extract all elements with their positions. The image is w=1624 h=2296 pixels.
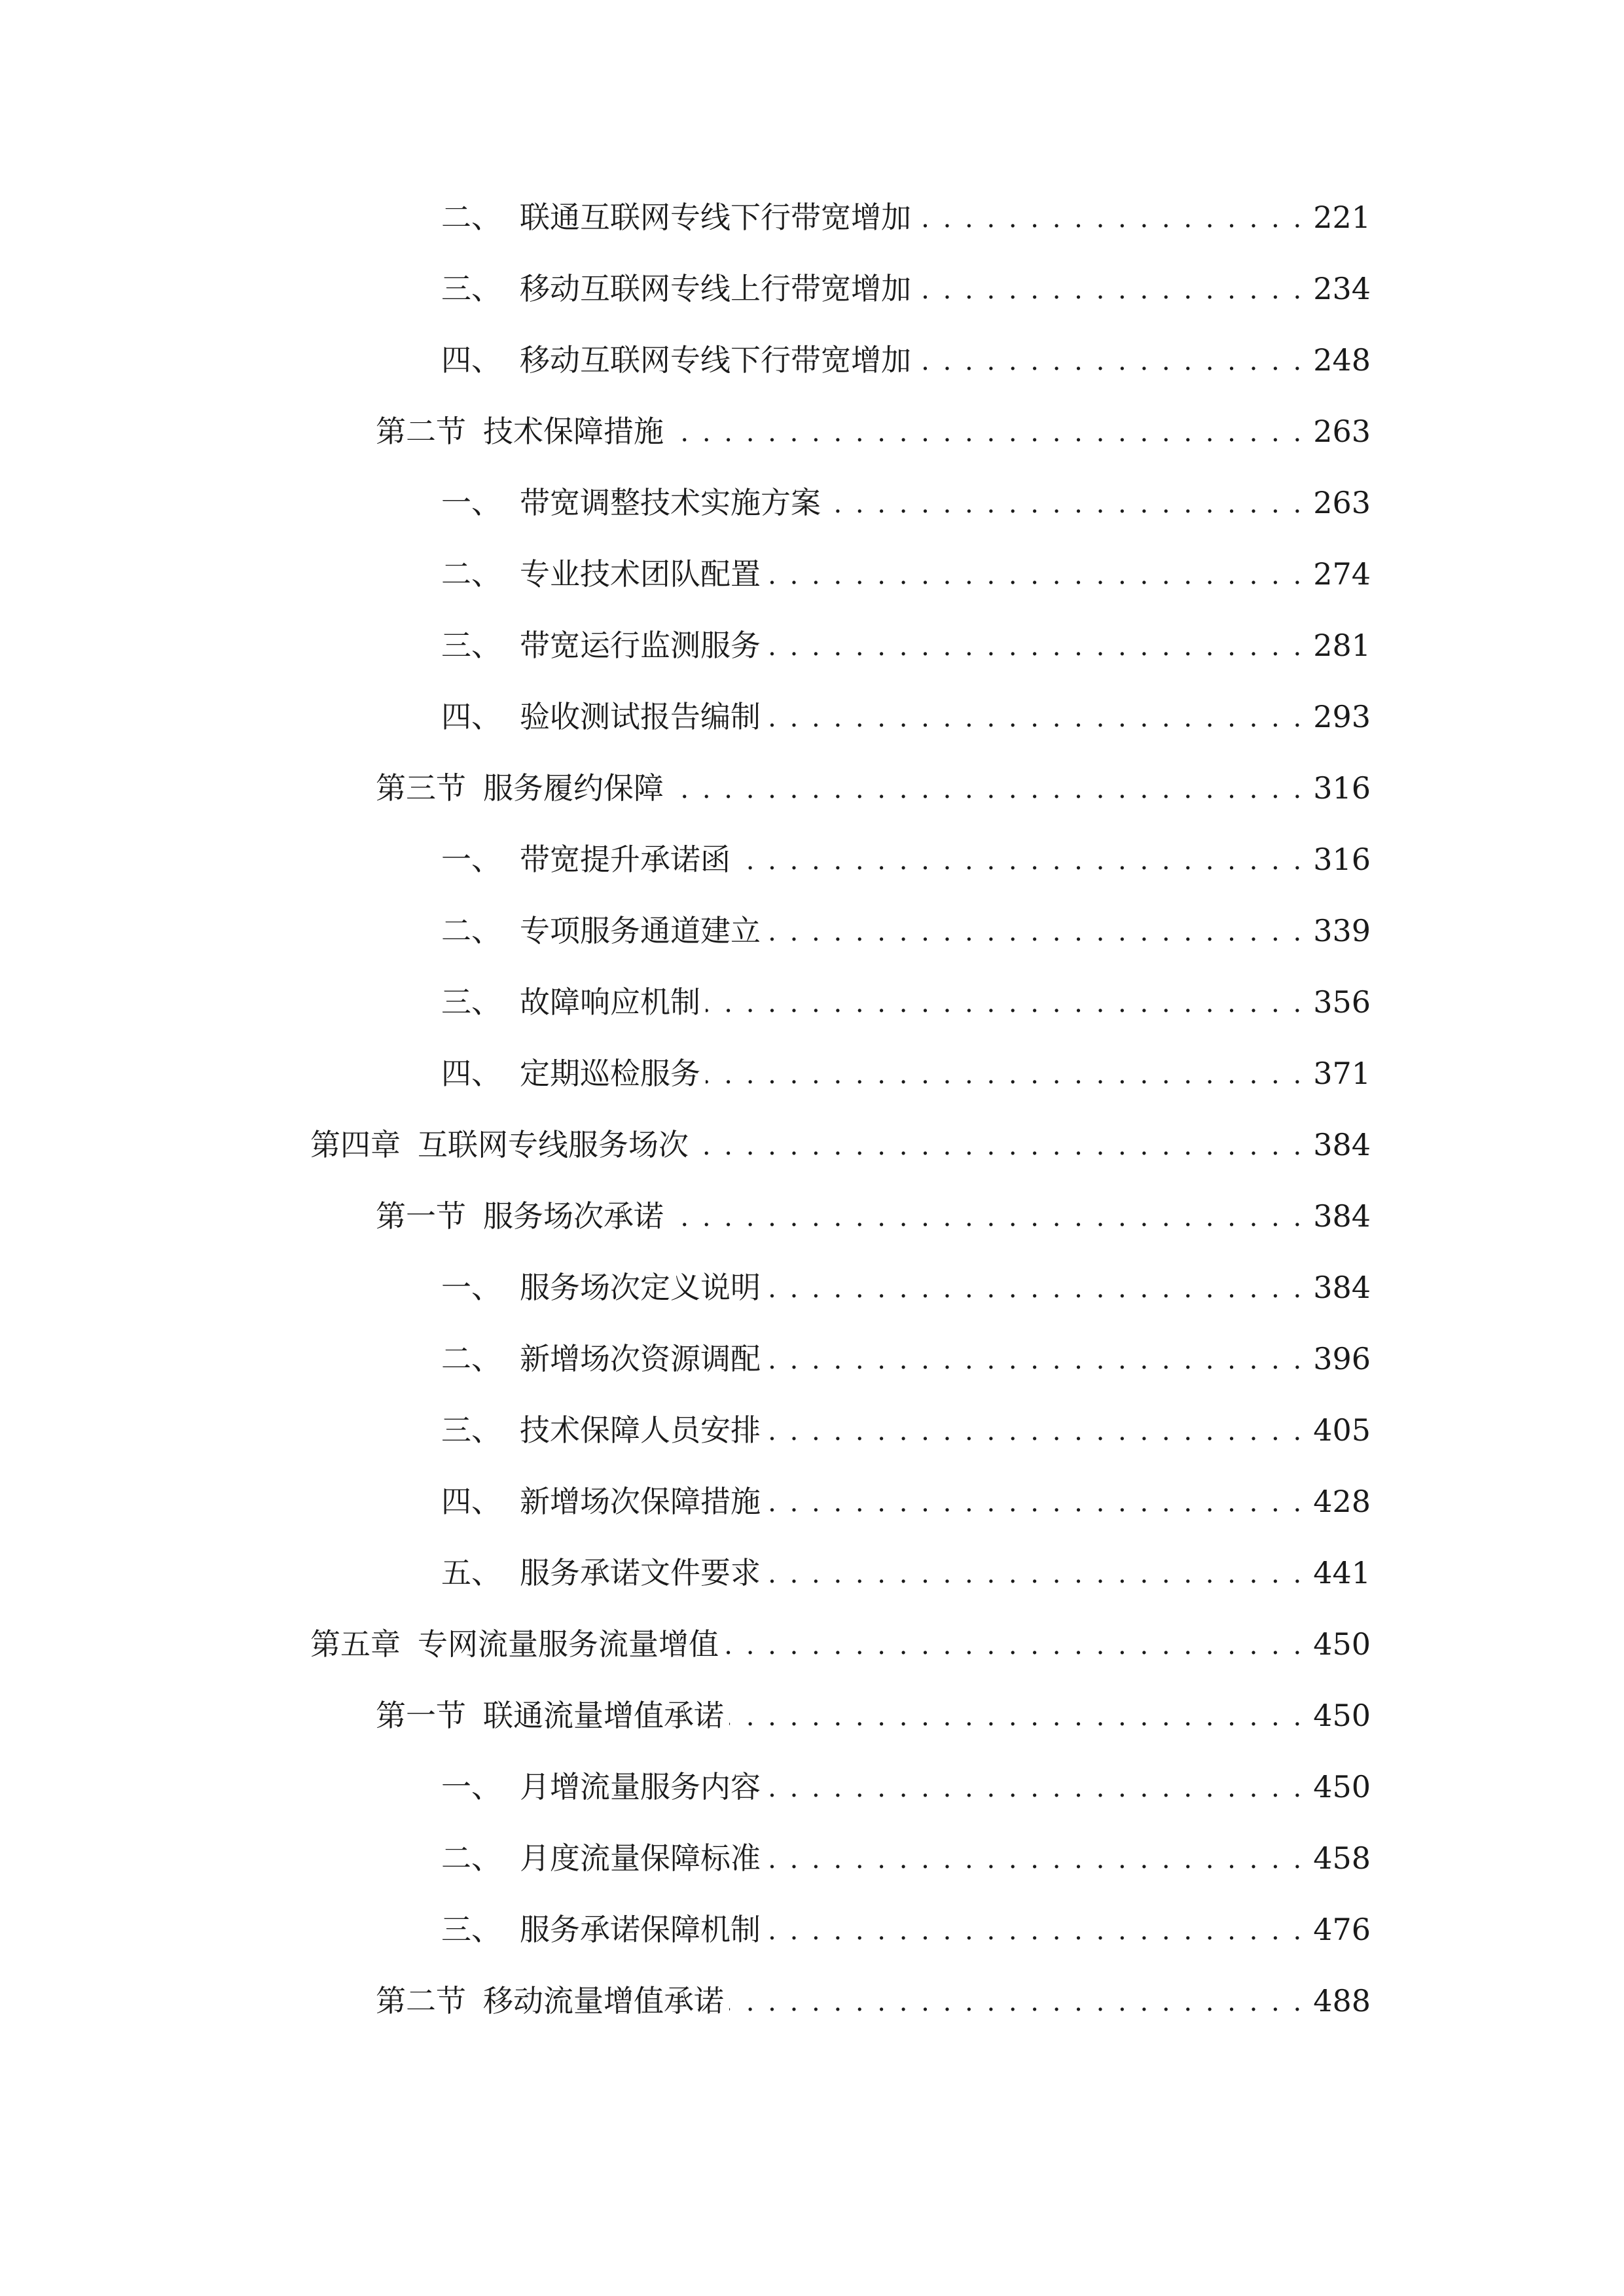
- toc-entry-page: 458: [1313, 1840, 1371, 1876]
- toc-entry-title: 定期巡检服务: [520, 1056, 700, 1091]
- dot-leader: [766, 619, 1304, 672]
- toc-entry-title: 技术保障措施: [483, 414, 664, 449]
- toc-entry-number: 第一节: [376, 1198, 466, 1234]
- toc-entry-title: 互联网专线服务场次: [418, 1127, 689, 1162]
- toc-entry-number: 第二节: [376, 414, 466, 449]
- toc-entry-number: 三、: [441, 1412, 501, 1448]
- toc-entry-number: 二、: [441, 200, 501, 235]
- toc-entry-page: 476: [1313, 1912, 1371, 1947]
- toc-entry-number: 四、: [441, 1484, 501, 1519]
- toc-entry-page: 405: [1313, 1412, 1371, 1448]
- toc-entry-page: 384: [1313, 1270, 1371, 1305]
- toc-entry-page: 450: [1313, 1626, 1371, 1662]
- toc-entry-number: 二、: [441, 556, 501, 592]
- toc-entry-number: 二、: [441, 1341, 501, 1376]
- toc-entry-page: 384: [1313, 1198, 1371, 1234]
- dot-leader: [724, 1618, 1304, 1670]
- toc-entry[interactable]: [441, 548, 1371, 600]
- toc-entry-page: 316: [1313, 770, 1371, 806]
- toc-entry-number: 四、: [441, 1056, 501, 1091]
- dot-leader: [766, 548, 1304, 600]
- toc-entry[interactable]: [441, 1832, 1371, 1884]
- toc-entry-number: 三、: [441, 1912, 501, 1947]
- toc-section-entry[interactable]: [376, 762, 1371, 814]
- toc-entry-title: 新增场次资源调配: [520, 1341, 761, 1376]
- dot-leader: [766, 1903, 1304, 1956]
- dot-leader: [669, 762, 1304, 814]
- toc-entry-title: 移动流量增值承诺: [483, 1983, 724, 2018]
- toc-entry-number: 二、: [441, 913, 501, 948]
- toc-entry-title: 新增场次保障措施: [520, 1484, 761, 1519]
- toc-entry-number: 第五章: [310, 1626, 401, 1662]
- toc-entry-title: 服务承诺保障机制: [520, 1912, 761, 1947]
- dot-leader: [826, 476, 1304, 529]
- dot-leader: [766, 1261, 1304, 1314]
- toc-entry[interactable]: [441, 1047, 1371, 1100]
- dot-leader: [916, 191, 1304, 243]
- toc-section-entry[interactable]: [376, 1190, 1371, 1242]
- toc-entry-number: 一、: [441, 1769, 501, 1804]
- toc-entry-page: 428: [1313, 1484, 1371, 1519]
- toc-entry[interactable]: [441, 1475, 1371, 1528]
- toc-entry-page: 316: [1313, 842, 1371, 877]
- toc-entry[interactable]: [441, 191, 1371, 243]
- toc-entry-page: 293: [1313, 699, 1371, 734]
- toc-entry[interactable]: [441, 1404, 1371, 1456]
- toc-entry-number: 四、: [441, 342, 501, 378]
- toc-entry-page: 371: [1313, 1056, 1371, 1091]
- toc-entry-page: 450: [1313, 1698, 1371, 1733]
- toc-entry[interactable]: [441, 262, 1371, 315]
- dot-leader: [916, 262, 1304, 315]
- toc-entry-page: 384: [1313, 1127, 1371, 1162]
- toc-entry[interactable]: [441, 833, 1371, 886]
- dot-leader: [706, 1047, 1304, 1100]
- toc-entry-number: 二、: [441, 1840, 501, 1876]
- dot-leader: [766, 1333, 1304, 1385]
- toc-entry-number: 一、: [441, 485, 501, 520]
- toc-entry[interactable]: [441, 476, 1371, 529]
- toc-entry-title: 专项服务通道建立: [520, 913, 761, 948]
- dot-leader: [736, 833, 1304, 886]
- dot-leader: [729, 1975, 1304, 2027]
- toc-entry-title: 技术保障人员安排: [520, 1412, 761, 1448]
- toc-entry[interactable]: [441, 1903, 1371, 1956]
- dot-leader: [916, 334, 1304, 386]
- toc-entry-title: 验收测试报告编制: [520, 699, 761, 734]
- toc-entry[interactable]: [441, 1333, 1371, 1385]
- toc-entry-page: 234: [1313, 271, 1371, 306]
- toc-entry[interactable]: [441, 619, 1371, 672]
- toc-entry[interactable]: [441, 1261, 1371, 1314]
- toc-section-entry[interactable]: [376, 1975, 1371, 2027]
- toc-entry-page: 263: [1313, 485, 1371, 520]
- toc-entry[interactable]: [441, 334, 1371, 386]
- dot-leader: [694, 1119, 1304, 1171]
- toc-entry-page: 248: [1313, 342, 1371, 378]
- toc-entry-title: 月增流量服务内容: [520, 1769, 761, 1804]
- toc-entry-title: 联通流量增值承诺: [483, 1698, 724, 1733]
- toc-chapter-entry[interactable]: [310, 1119, 1371, 1171]
- dot-leader: [669, 1190, 1304, 1242]
- toc-entry-number: 三、: [441, 984, 501, 1020]
- dot-leader: [766, 1404, 1304, 1456]
- toc-entry-title: 联通互联网专线下行带宽增加: [520, 200, 911, 235]
- dot-leader: [729, 1689, 1304, 1742]
- toc-entry[interactable]: [441, 976, 1371, 1028]
- toc-entry-page: 281: [1313, 628, 1371, 663]
- toc-section-entry[interactable]: [376, 1689, 1371, 1742]
- toc-entry-page: 339: [1313, 913, 1371, 948]
- dot-leader: [706, 976, 1304, 1028]
- toc-entry[interactable]: [441, 905, 1371, 957]
- toc-entry-page: 274: [1313, 556, 1371, 592]
- toc-entry-number: 三、: [441, 628, 501, 663]
- toc-entry-title: 故障响应机制: [520, 984, 700, 1020]
- toc-entry-number: 一、: [441, 1270, 501, 1305]
- toc-entry-page: 396: [1313, 1341, 1371, 1376]
- dot-leader: [766, 691, 1304, 743]
- toc-entry-number: 第二节: [376, 1983, 466, 2018]
- toc-entry-page: 221: [1313, 200, 1371, 235]
- toc-entry-title: 服务履约保障: [483, 770, 664, 806]
- toc-entry-page: 488: [1313, 1983, 1371, 2018]
- toc-section-entry[interactable]: [376, 405, 1371, 457]
- toc-entry-number: 第四章: [310, 1127, 401, 1162]
- toc-entry-title: 专业技术团队配置: [520, 556, 761, 592]
- toc-entry-title: 带宽运行监测服务: [520, 628, 761, 663]
- toc-chapter-entry[interactable]: [310, 1618, 1371, 1670]
- toc-entry-number: 三、: [441, 271, 501, 306]
- toc-entry-title: 服务场次定义说明: [520, 1270, 761, 1305]
- toc-entry-page: 450: [1313, 1769, 1371, 1804]
- toc-entry-number: 第一节: [376, 1698, 466, 1733]
- toc-entry-page: 441: [1313, 1555, 1371, 1590]
- toc-entry-title: 移动互联网专线下行带宽增加: [520, 342, 911, 378]
- toc-entry-page: 356: [1313, 984, 1371, 1020]
- toc-entry-number: 四、: [441, 699, 501, 734]
- dot-leader: [766, 905, 1304, 957]
- dot-leader: [766, 1475, 1304, 1528]
- toc-entry-page: 263: [1313, 414, 1371, 449]
- toc-entry-title: 月度流量保障标准: [520, 1840, 761, 1876]
- toc-entry-number: 第三节: [376, 770, 466, 806]
- toc-entry-number: 五、: [441, 1555, 501, 1590]
- dot-leader: [766, 1761, 1304, 1813]
- toc-entry-title: 专网流量服务流量增值: [418, 1626, 719, 1662]
- toc-entry-title: 服务场次承诺: [483, 1198, 664, 1234]
- dot-leader: [766, 1832, 1304, 1884]
- toc-entry-title: 带宽调整技术实施方案: [520, 485, 821, 520]
- toc-entry[interactable]: [441, 691, 1371, 743]
- toc-entry-number: 一、: [441, 842, 501, 877]
- dot-leader: [669, 405, 1304, 457]
- toc-entry[interactable]: [441, 1547, 1371, 1599]
- toc-entry-title: 带宽提升承诺函: [520, 842, 731, 877]
- toc-entry[interactable]: [441, 1761, 1371, 1813]
- dot-leader: [766, 1547, 1304, 1599]
- toc-entry-title: 服务承诺文件要求: [520, 1555, 761, 1590]
- toc-entry-title: 移动互联网专线上行带宽增加: [520, 271, 911, 306]
